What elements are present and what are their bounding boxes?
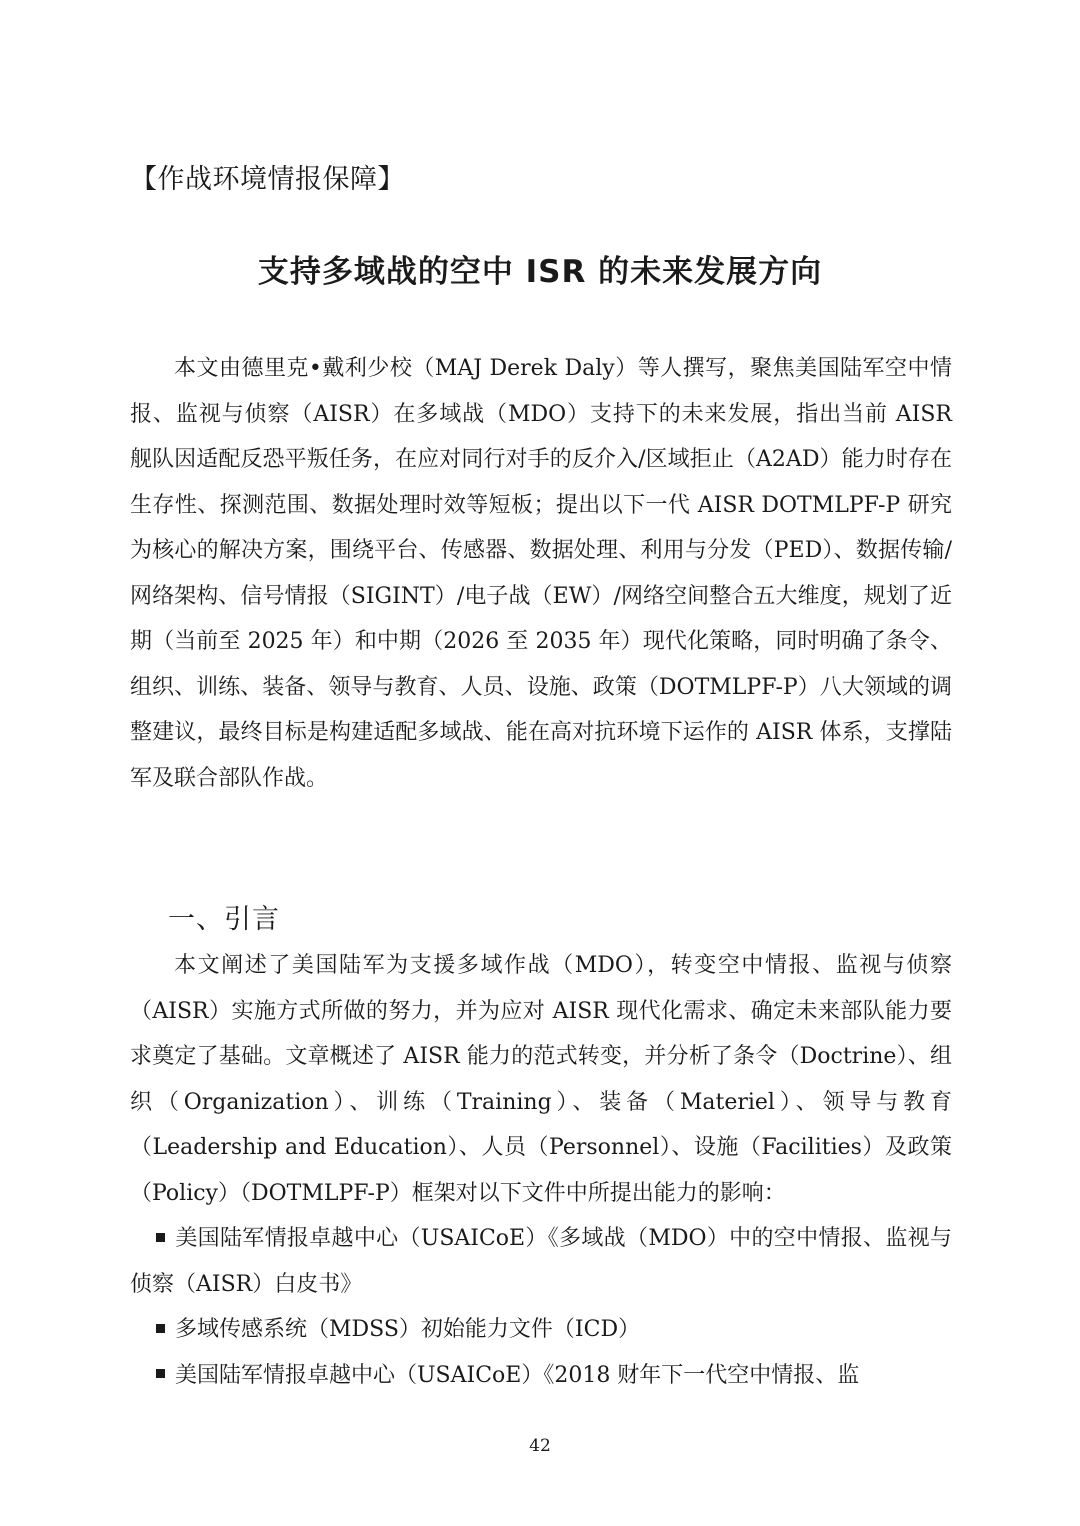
list-item-text: 美国陆军情报卓越中心（USAICoE）《多域战（MDO）中的空中情报、监视与侦察（AISR）白皮书》	[130, 1226, 952, 1297]
introduction-paragraph: 本文阐述了美国陆军为支援多域作战（MDO），转变空中情报、监视与侦察（AISR）实施方式所做的努力，并为应对 AISR 现代化需求、确定未来部队能力要求奠定了基础。文章概述了 AISR 能力的范式转变，并分析了条令（Doctrine）、组织（Organization）、训练（Training）、装备（Materiel）、领导与教育（Leadership and Education）、人员（Personnel）、设施（Facilities）及政策（Policy）（DOTMLPF-P）框架对以下文件中所提出能力的影响：	[130, 953, 952, 1206]
list-item-text: 多域传感系统（MDSS）初始能力文件（ICD）	[175, 1317, 641, 1342]
page-number: 42	[529, 1436, 551, 1456]
column-tag: 【作战环境情报保障】	[130, 164, 405, 195]
abstract-paragraph: 本文由德里克•戴利少校（MAJ Derek Daly）等人撰写，聚焦美国陆军空中情报、监视与侦察（AISR）在多域战（MDO）支持下的未来发展，指出当前 AISR 舰队因适配反恐平叛任务，在应对同行对手的反介入/区域拒止（A2AD）能力时存在生存性、探测范围、数据处理时效等短板；提出以下一代 AISR DOTMLPF-P 研究为核心的解决方案，围绕平台、传感器、数据处理、利用与分发（PED）、数据传输/网络架构、信号情报（SIGINT）/电子战（EW）/网络空间整合五大维度，规划了近期（当前至 2025 年）和中期（2026 至 2035 年）现代化策略，同时明确了条令、组织、训练、装备、领导与教育、人员、设施、政策（DOTMLPF-P）八大领域的调整建议，最终目标是构建适配多域战、能在高对抗环境下运作的 AISR 体系，支撑陆军及联合部队作战。	[130, 356, 952, 791]
document-title: 支持多域战的空中 ISR 的未来发展方向	[257, 254, 823, 290]
reference-document-list	[130, 1216, 952, 1398]
list-item	[130, 1307, 952, 1353]
square-bullet-icon	[156, 1324, 165, 1333]
square-bullet-icon	[156, 1369, 165, 1378]
list-item	[130, 1216, 952, 1307]
list-item-text: 美国陆军情报卓越中心（USAICoE）《2018 财年下一代空中情报、监	[175, 1362, 860, 1388]
section-heading-introduction: 一、引言	[168, 904, 280, 935]
list-item	[130, 1353, 952, 1399]
square-bullet-icon	[156, 1233, 165, 1242]
